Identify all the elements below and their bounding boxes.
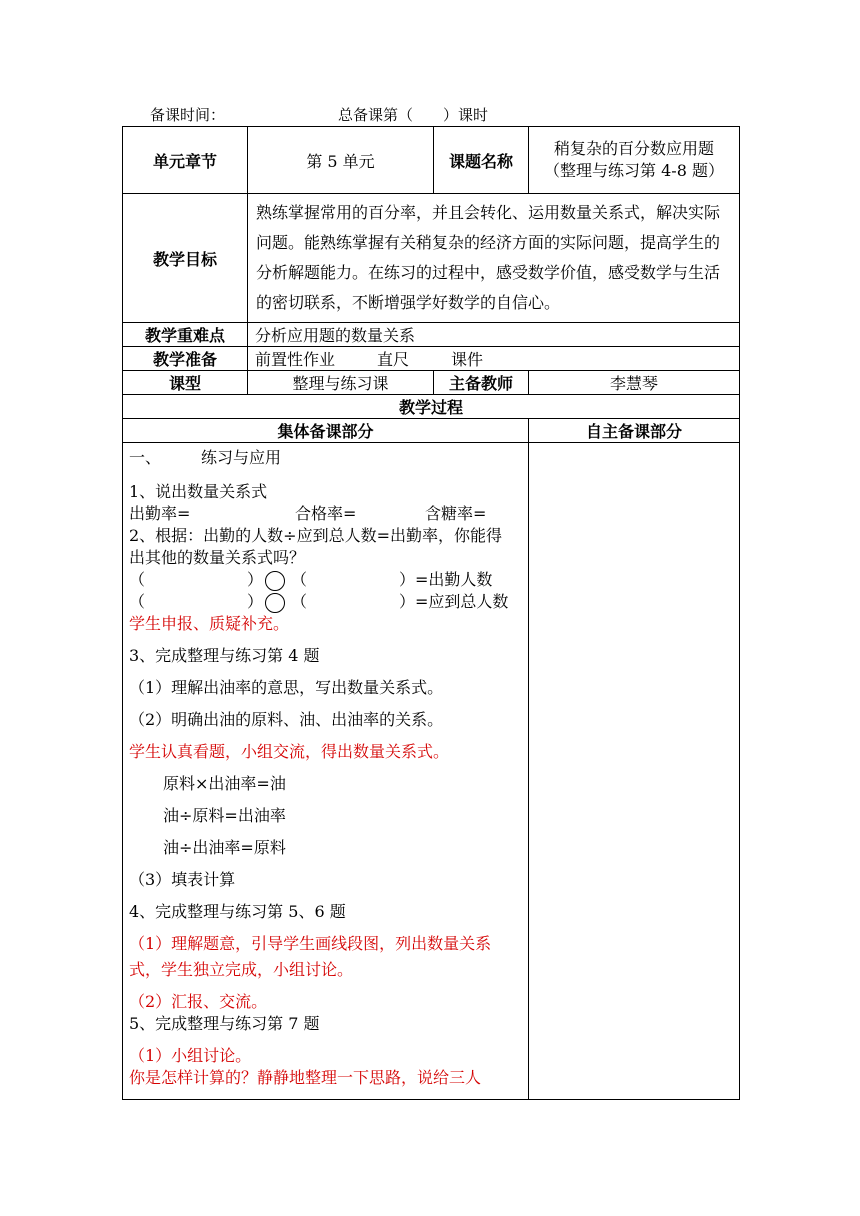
question-1: 1、说出数量关系式 (129, 482, 268, 501)
self-content (529, 443, 740, 1100)
question-3-part-2: （2）明确出油的原料、油、出油率的关系。 (129, 710, 444, 729)
teacher-value: 李慧琴 (529, 371, 740, 395)
operator-circle-icon (265, 593, 285, 613)
process-heading: 教学过程 (123, 395, 740, 419)
key-points-label: 教学重难点 (123, 323, 248, 347)
formula-oil-1: 原料×出油率=油 (163, 774, 286, 793)
formula-oil-2: 油÷原料=出油率 (163, 806, 286, 825)
prep-time-label: 备课时间： (150, 106, 226, 124)
formula-oil-3: 油÷出油率=原料 (163, 838, 286, 857)
topic-value (529, 127, 740, 194)
key-points-value: 分析应用题的数量关系 (248, 323, 740, 347)
note-line-diagram-2: 式，学生独立完成，小组讨论。 (129, 960, 354, 979)
equation-blank-1: （ ） （ ）=出勤人数 (129, 570, 493, 589)
topic-label: 课题名称 (434, 127, 529, 194)
total-lesson-label: 总备课第（ ）课时 (338, 106, 489, 124)
lesson-plan-table (122, 126, 740, 1100)
objective-text: 熟练掌握常用的百分率，并且会转化、运用数量关系式，解决实际问题。能熟练掌握有关稍复杂的经济方面的实际问题，提高学生的分析解题能力。在练习的过程中，感受数学价值，感受数学与生活的密切联系，不断增强学好数学的自信心。 (248, 194, 740, 323)
note-discussion: （1）小组讨论。 (129, 1046, 252, 1065)
topic-line-2: （整理与练习第 4-8 题） (544, 161, 724, 180)
self-heading: 自主备课部分 (529, 419, 740, 443)
preparation-label: 教学准备 (123, 347, 248, 371)
note-report: （2）汇报、交流。 (129, 992, 268, 1011)
question-3: 3、完成整理与练习第 4 题 (129, 646, 320, 665)
rate-formulas: 出勤率= 合格率= 含糖率= (129, 504, 487, 523)
question-2-line-2: 出其他的数量关系式吗？ (129, 548, 306, 567)
unit-value: 第 5 单元 (248, 127, 434, 194)
prep-item-slides: 课件 (451, 350, 484, 369)
collective-content (123, 443, 529, 1100)
topic-line-1: 稍复杂的百分数应用题 (553, 139, 714, 158)
lesson-type-label: 课型 (123, 371, 248, 395)
collective-heading: 集体备课部分 (123, 419, 529, 443)
note-explain: 你是怎样计算的？静静地整理一下思路，说给三人 (129, 1068, 482, 1087)
note-line-diagram-1: （1）理解题意，引导学生画线段图，列出数量关系 (129, 934, 492, 953)
question-5: 5、完成整理与练习第 7 题 (129, 1014, 320, 1033)
question-3-part-1: （1）理解出油率的意思，写出数量关系式。 (129, 678, 444, 697)
question-3-part-3: （3）填表计算 (129, 870, 236, 889)
objective-label: 教学目标 (123, 194, 248, 323)
lesson-type-value: 整理与练习课 (248, 371, 434, 395)
teacher-label: 主备教师 (434, 371, 529, 395)
operator-circle-icon (265, 571, 285, 591)
preparation-value (248, 347, 740, 371)
unit-label: 单元章节 (123, 127, 248, 194)
question-2-line-1: 2、根据：出勤的人数÷应到总人数=出勤率，你能得 (129, 526, 502, 545)
section-1-heading: 一、 练习与应用 (129, 448, 282, 467)
prep-item-homework: 前置性作业 (255, 350, 336, 369)
question-4: 4、完成整理与练习第 5、6 题 (129, 902, 346, 921)
equation-blank-2: （ ） （ ）=应到总人数 (129, 592, 509, 611)
note-group-discussion: 学生认真看题，小组交流，得出数量关系式。 (129, 742, 450, 761)
note-student-report: 学生申报、质疑补充。 (129, 614, 290, 633)
prep-item-ruler: 直尺 (377, 350, 410, 369)
